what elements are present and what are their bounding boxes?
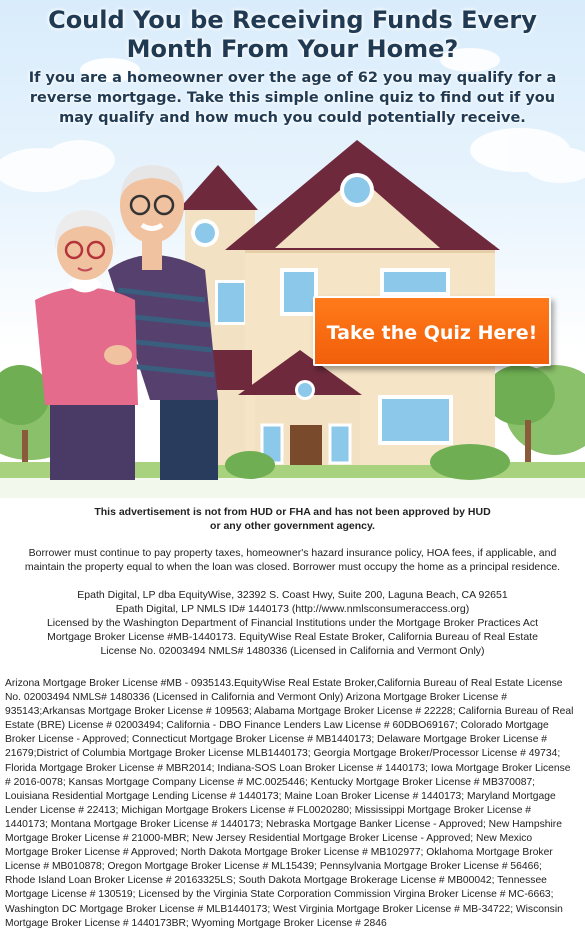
hud-disclaimer-line-2: or any other government agency. [210, 520, 375, 532]
borrower-notice: Borrower must continue to pay property taxes, homeowner's hazard insurance policy, HOA fees, if applicable, and maintain the property equal to when the loan was closed. Borrower must occupy the home as a principal residence. [24, 547, 561, 573]
headline-line-1: Could You be Receiving Funds Every [48, 6, 537, 34]
company-line-2: Epath Digital, LP NMLS ID# 1440173 (http://www.nmlsconsumeraccess.org) [115, 603, 470, 615]
headline [0, 6, 585, 64]
company-info [10, 588, 575, 658]
headline-line-2: Month From Your Home? [126, 35, 459, 63]
take-quiz-button[interactable]: Take the Quiz Here! [313, 296, 551, 366]
state-licenses: Arizona Mortgage Broker License #MB - 0935143.EquityWise Real Estate Broker,California Bureau of Real Estate License No. 02003494 NMLS# 1480336 (Licensed in California and Vermont Only) Arizona Mortgage Broker License # 935143;Arkansas Mortgage Broker License # 109563; Alabama Mortgage Broker License # 22228; California Bureau of Real Estate (BRE) License # 02003494; California - DBO Finance Lenders Law License # 60DBO69167; Colorado Mortgage Broker License - Approved; Connecticut Mortgage Broker License # MB1440173; Delaware Mortgage Broker License # 21679;District of Columbia Mortgage Broker License MLB1440173; Georgia Mortgage Broker/Processor License # 49734; Florida Mortgage Broker License # MBR2014; Indiana-SOS Loan Broker License # 1440173; Iowa Mortgage Broker License # 2016-0078; Kansas Mortgage Company License # MC.0025446; Kentucky Mortgage Broker License # MB370087; Louisiana Residential Mortgage Lending License # 1440173; Maine Loan Broker License # 1440173; Maryland Mortgage Lender License # 22413; Michigan Mortgage Brokers License # FL0020280; Mississippi Mortgage Broker License # 1440173; Montana Mortgage Broker License # 1440173; Nebraska Mortgage Banker License - Approved; New Hampshire Mortgage Broker License # 21000-MBR; New Jersey Residential Mortgage Broker License - Approved; New Mexico Mortgage Broker License # Approved; North Dakota Mortgage Broker License # MB102977; Oklahoma Mortgage Broker License # MB010878; Oregon Mortgage Broker License # ML15439; Pennsylvania Mortgage Broker License # 56466; Rhode Island Loan Broker License # 20163325LS; South Dakota Mortgage Brokerage License # MB00042; Tennessee Mortgage License # 130519; Licensed by the Virginia State Corporation Commission Virgina Broker License # MC-6663; Washington DC Mortgage Broker License # MLB1440173; West Virginia Mortgage Broker License # MB-34722; Wisconsin Mortgage Broker License # 1440173BR; Wyoming Mortgage Broker License # 2846 [5, 678, 574, 929]
company-line-1: Epath Digital, LP dba EquityWise, 32392 S. Coast Hwy, Suite 200, Laguna Beach, CA 92651 [77, 589, 508, 601]
company-line-5: License No. 02003494 NMLS# 1480336 (Licensed in California and Vermont Only) [100, 645, 485, 657]
subheadline: If you are a homeowner over the age of 62 you may qualify for a reverse mortgage. Take this simple online quiz to find out if you may qualify and how much you could potentially receive. [28, 70, 557, 126]
hud-disclaimer [0, 505, 585, 533]
company-line-4: Mortgage Broker License #MB-1440173. EquityWise Real Estate Broker, California Bureau of Real Estate [47, 631, 538, 643]
company-line-3: Licensed by the Washington Department of Financial Institutions under the Mortgage Broker Practices Act [46, 617, 539, 629]
hud-disclaimer-line-1: This advertisement is not from HUD or FHA and has not been approved by HUD [94, 506, 491, 518]
